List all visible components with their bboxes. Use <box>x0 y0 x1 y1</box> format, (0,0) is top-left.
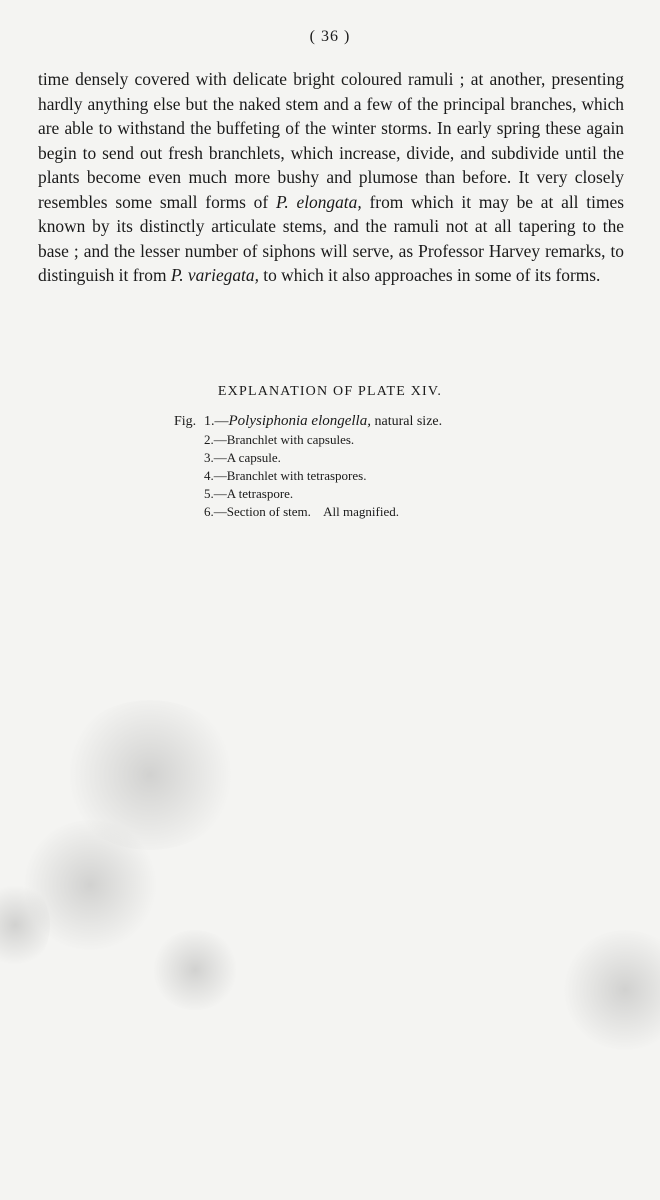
plate-figure-list <box>174 412 594 521</box>
plate-heading: EXPLANATION OF PLATE XIV. <box>217 384 443 399</box>
figure-caption: natural size. <box>370 414 443 429</box>
figure-species: Polysiphonia elongella, <box>228 413 371 429</box>
figure-item <box>174 467 594 485</box>
figure-item <box>174 449 594 467</box>
figure-item <box>174 412 594 431</box>
species-name: P. elongata, <box>275 191 362 212</box>
figure-caption: Section of stem. All magnified. <box>226 504 399 519</box>
figure-item <box>174 431 594 449</box>
figure-item <box>174 485 594 503</box>
figure-caption: A tetraspore. <box>226 486 294 501</box>
figure-item <box>174 503 594 521</box>
figure-number: 1.— <box>204 414 229 429</box>
stain-mark <box>560 930 660 1050</box>
body-paragraph <box>38 67 624 288</box>
figure-number: 3.— <box>204 450 227 465</box>
figure-number: 6.— <box>204 504 227 519</box>
figure-number: 5.— <box>204 486 227 501</box>
figure-caption: Branchlet with tetraspores. <box>226 468 367 483</box>
fig-prefix: Fig. <box>174 414 197 429</box>
species-name: P. variegata, <box>170 265 259 285</box>
stain-mark <box>150 930 240 1010</box>
body-text-part: time densely covered with delicate bright coloured ramuli ; at another, presenting hardly anything else but the naked stem and a few of the principal branches, which are able to withstand the buffeting of the winter storms. In early spring these again begin to send out fresh branchlets, which increase, divide, and subdivide until the plants become even much more bushy and plumose than before. It very closely resembles some small forms of <box>38 69 624 212</box>
figure-number: 4.— <box>204 468 227 483</box>
figure-caption: Branchlet with capsules. <box>226 432 355 447</box>
figure-number: 2.— <box>204 432 227 447</box>
body-text-part: from which it may be at all times known by its distinctly articulate stems, and the ramuli not at all tapering to the base ; and the lesser number of siphons will serve, as Professor Harvey remarks, to distinguish it from <box>38 191 624 285</box>
body-text-part: to which it also approaches in some of its forms. <box>258 265 601 285</box>
figure-caption: A capsule. <box>226 450 281 465</box>
page-number: ( 36 ) <box>309 28 351 45</box>
